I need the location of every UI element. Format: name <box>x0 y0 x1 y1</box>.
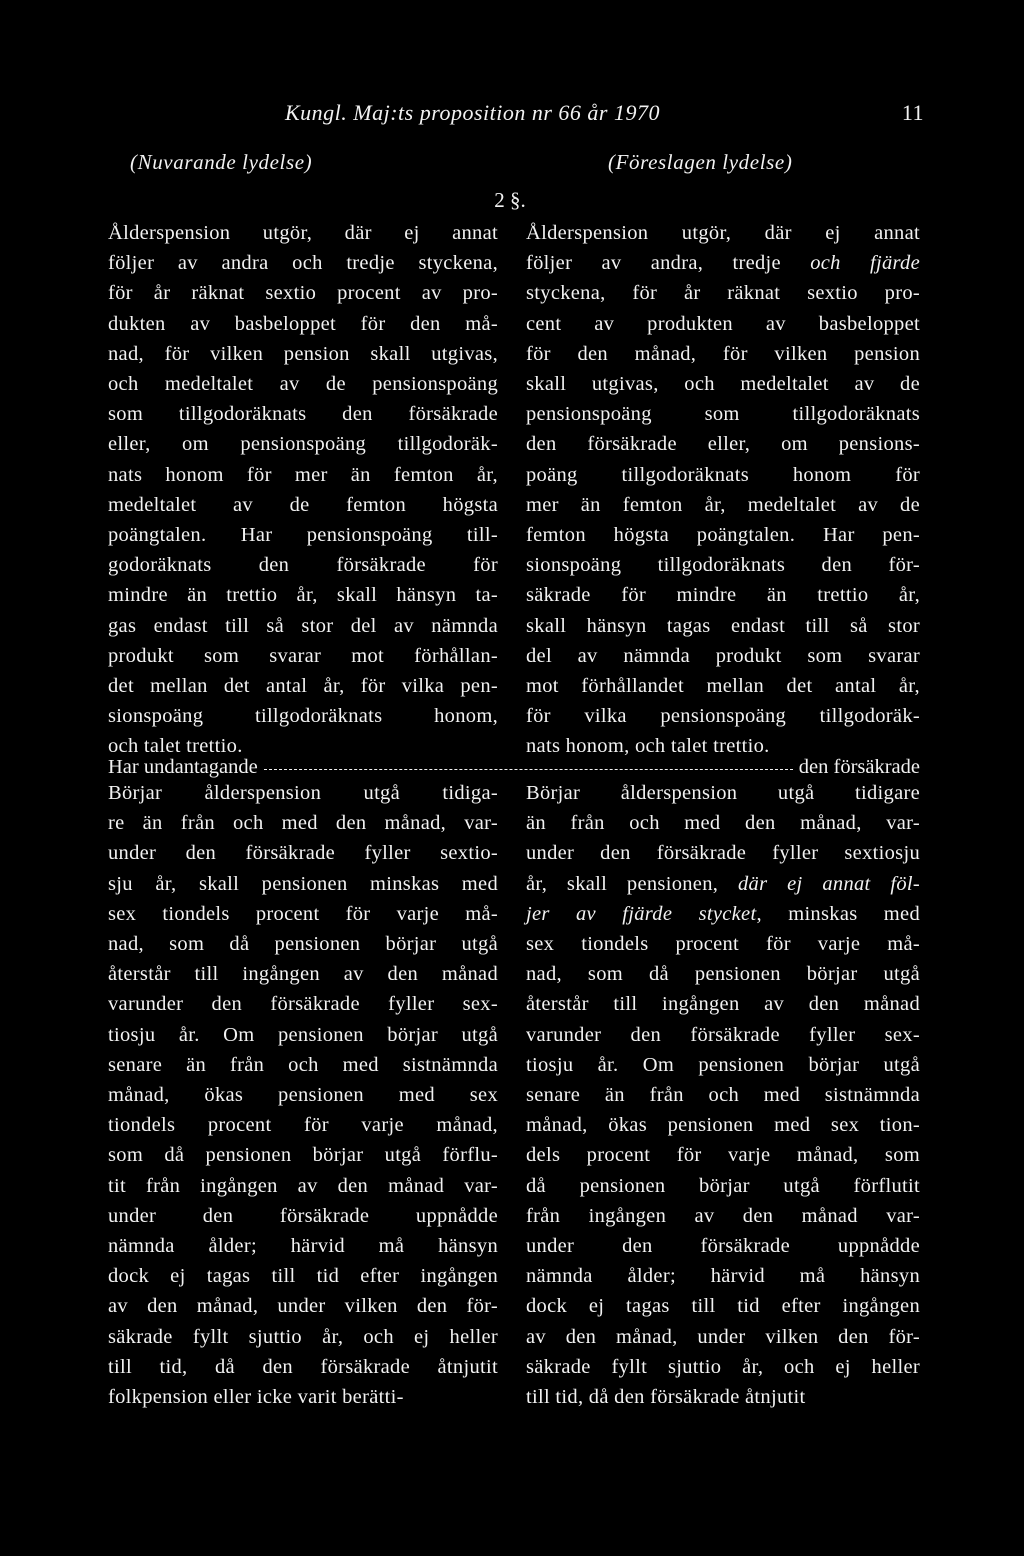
text-line: nad, som då pensionen börjar utgå <box>108 933 498 956</box>
text-line: återstår till ingången av den månad <box>526 993 920 1016</box>
text-line: och talet trettio. <box>108 735 243 758</box>
text-line: tiosju år. Om pensionen börjar utgå <box>526 1053 920 1076</box>
text-line: nämnda ålder; härvid må hänsyn <box>108 1235 498 1258</box>
text-line: sex tiondels procent för varje må- <box>526 933 920 956</box>
text-line: mot förhållandet mellan det antal år, <box>526 675 920 698</box>
left-column-heading: (Nuvarande lydelse) <box>130 150 313 174</box>
text-line: från ingången av den månad var- <box>526 1204 920 1227</box>
text-line: skall utgivas, och medeltalet av de <box>526 373 920 396</box>
text-line: del av nämnda produkt som svarar <box>526 644 920 667</box>
text-line: år, skall pensionen, där ej annat föl- <box>526 872 920 895</box>
right-column-heading: (Föreslagen lydelse) <box>608 150 793 174</box>
text-line: nats honom, och talet trettio. <box>526 735 770 758</box>
text-line: Börjar ålderspension utgå tidiga- <box>108 782 498 804</box>
text-line: säkrade fyllt sjuttio år, och ej heller <box>526 1355 920 1378</box>
text-line: av den månad, under vilken den för- <box>108 1295 498 1318</box>
text-line: under den försäkrade fyller sextio- <box>108 842 498 865</box>
text-line: dukten av basbeloppet för den må- <box>108 312 498 335</box>
text-line: för år räknat sextio procent av pro- <box>108 282 498 305</box>
text-line: sionspoäng tillgodoräknats den för- <box>526 554 920 577</box>
text-line: som tillgodoräknats den försäkrade <box>108 403 498 426</box>
text-line: Börjar ålderspension utgå tidigare <box>526 782 920 804</box>
text-line: månad, ökas pensionen med sex tion- <box>526 1114 920 1137</box>
text-line: cent av produkten av basbeloppet <box>526 312 920 335</box>
text-line: femton högsta poängtalen. Har pen- <box>526 524 920 547</box>
running-header <box>285 100 924 130</box>
text-line: poängtalen. Har pensionspoäng till- <box>108 524 498 547</box>
text-line: varunder den försäkrade fyller sex- <box>526 1023 920 1046</box>
text-line: produkt som svarar mot förhållan- <box>108 644 498 667</box>
text-line: nad, för vilken pension skall utgivas, <box>108 342 498 365</box>
text-line: säkrade för mindre än trettio år, <box>526 584 920 607</box>
header-title: Kungl. Maj:ts proposition nr 66 år 1970 <box>285 100 660 125</box>
text-line: nats honom för mer än femton år, <box>108 463 498 486</box>
text-line: då pensionen börjar utgå förflutit <box>526 1174 920 1197</box>
text-line: folkpension eller icke varit berätti- <box>108 1386 404 1409</box>
text-line: tit från ingången av den månad var- <box>108 1174 498 1197</box>
text-line: gas endast till så stor del av nämnda <box>108 614 498 637</box>
text-line: under den försäkrade uppnådde <box>526 1235 920 1258</box>
text-line: styckena, för år räknat sextio pro- <box>526 282 920 305</box>
text-line: varunder den försäkrade fyller sex- <box>108 993 498 1016</box>
text-line: sju år, skall pensionen minskas med <box>108 872 498 895</box>
text-line: medeltalet av de femton högsta <box>108 493 498 516</box>
text-line: den försäkrade eller, om pensions- <box>526 433 920 456</box>
text-line: följer av andra, tredje och fjärde <box>526 252 920 275</box>
text-line: Ålderspension utgör, där ej annat <box>526 222 920 244</box>
text-line: skall hänsyn tagas endast till så stor <box>526 614 920 637</box>
text-line: senare än från och med sistnämnda <box>526 1084 920 1107</box>
text-line: sionspoäng tillgodoräknats honom, <box>108 705 498 728</box>
text-line: nad, som då pensionen börjar utgå <box>526 963 920 986</box>
text-line: under den försäkrade uppnådde <box>108 1204 498 1227</box>
text-line: följer av andra och tredje styckena, <box>108 252 498 275</box>
text-line: än från och med den månad, var- <box>526 812 920 835</box>
text-line: dels procent för varje månad, som <box>526 1144 920 1167</box>
section-mark: 2 §. <box>494 188 526 212</box>
text-line: till tid, då den försäkrade åtnjutit <box>108 1355 498 1378</box>
text-line: för den månad, för vilken pension <box>526 342 920 365</box>
text-line: jer av fjärde stycket, minskas med <box>526 902 920 925</box>
divider-end-text: den försäkrade <box>798 755 920 778</box>
text-line: tiosju år. Om pensionen börjar utgå <box>108 1023 498 1046</box>
text-line: poäng tillgodoräknats honom för <box>526 463 920 486</box>
text-line: mindre än trettio år, skall hänsyn ta- <box>108 584 498 607</box>
text-line: re än från och med den månad, var- <box>108 812 498 835</box>
text-line: nämnda ålder; härvid må hänsyn <box>526 1265 920 1288</box>
divider-dashes <box>264 769 793 770</box>
text-line: eller, om pensionspoäng tillgodoräk- <box>108 433 498 456</box>
text-line: månad, ökas pensionen med sex <box>108 1084 498 1107</box>
text-line: återstår till ingången av den månad <box>108 963 498 986</box>
text-line: tiondels procent för varje månad, <box>108 1114 498 1137</box>
right-paragraph-1 <box>526 218 920 762</box>
text-line: senare än från och med sistnämnda <box>108 1053 498 1076</box>
text-line: för vilka pensionspoäng tillgodoräk- <box>526 705 920 728</box>
text-line: till tid, då den försäkrade åtnjutit <box>526 1386 806 1409</box>
text-line: sex tiondels procent för varje må- <box>108 902 498 925</box>
text-line: dock ej tagas till tid efter ingången <box>526 1295 920 1318</box>
left-paragraph-2 <box>108 778 498 1412</box>
text-line: som då pensionen börjar utgå förflu- <box>108 1144 498 1167</box>
page-number: 11 <box>901 100 924 125</box>
divider-start-text: Har undantagande <box>108 755 258 778</box>
text-line: det mellan det antal år, för vilka pen- <box>108 675 498 698</box>
text-line: pensionspoäng som tillgodoräknats <box>526 403 920 426</box>
text-line: godoräknats den försäkrade för <box>108 554 498 577</box>
text-line: säkrade fyllt sjuttio år, och ej heller <box>108 1325 498 1348</box>
text-line: Ålderspension utgör, där ej annat <box>108 222 498 244</box>
text-line: under den försäkrade fyller sextiosju <box>526 842 920 865</box>
text-line: dock ej tagas till tid efter ingången <box>108 1265 498 1288</box>
left-paragraph-1 <box>108 218 498 762</box>
text-line: och medeltalet av de pensionspoäng <box>108 373 498 396</box>
text-line: mer än femton år, medeltalet av de <box>526 493 920 516</box>
text-line: av den månad, under vilken den för- <box>526 1325 920 1348</box>
right-paragraph-2 <box>526 778 920 1412</box>
